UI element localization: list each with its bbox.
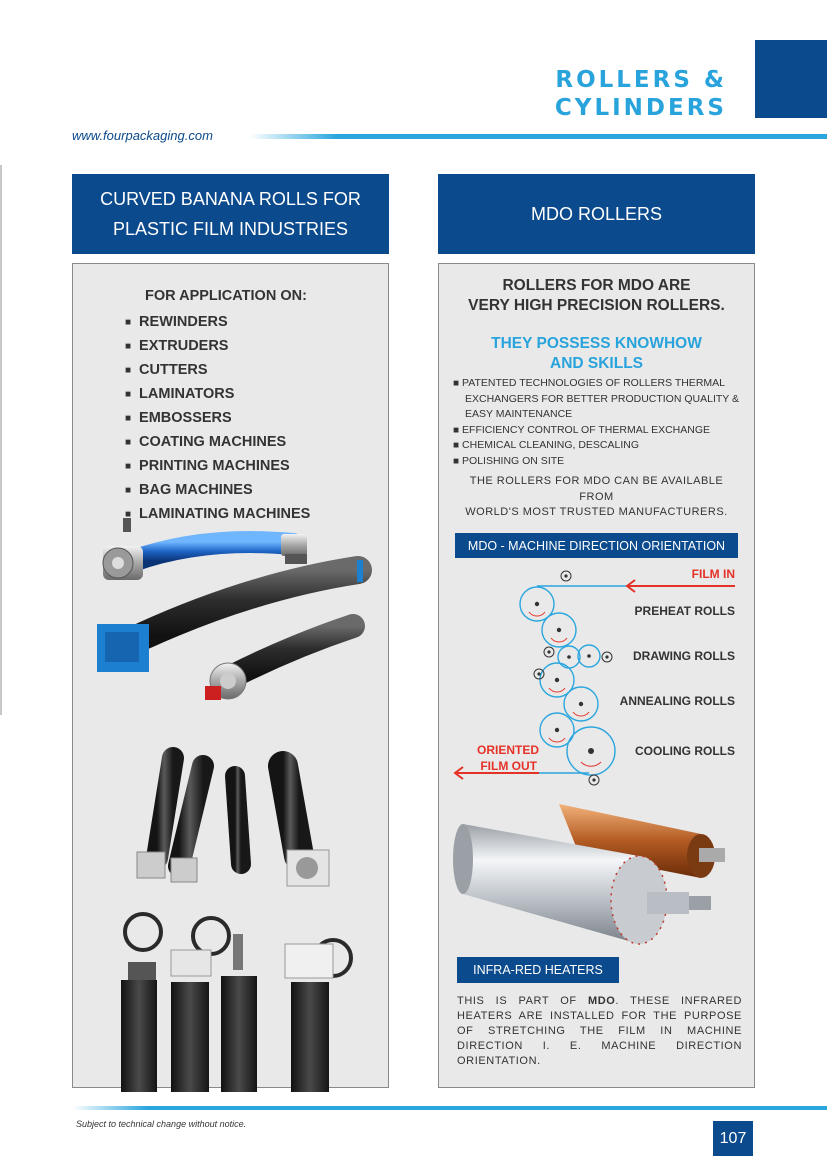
header-stripe — [250, 134, 827, 139]
list-item: ■ CHEMICAL CLEANING, DESCALING — [453, 438, 753, 454]
list-item: ■ REWINDERS — [125, 310, 310, 334]
footer-stripe — [72, 1106, 827, 1110]
vertical-rolls-illustration — [73, 746, 390, 886]
ir-text-bold: MDO — [587, 995, 616, 1007]
mdo-avail-line2: FROM — [579, 490, 614, 503]
mdo-rollers-heading: MDO ROLLERS — [438, 174, 755, 254]
banana-heading-line1: CURVED BANANA ROLLS FOR — [100, 189, 361, 209]
mdo-badge: MDO - MACHINE DIRECTION ORIENTATION — [455, 533, 738, 558]
mdo-knowhow-line2: AND SKILLS — [550, 355, 643, 372]
film-in-label: FILM IN — [691, 567, 735, 581]
side-rule — [0, 165, 2, 715]
banana-heading-line2: PLASTIC FILM INDUSTRIES — [112, 219, 349, 239]
page-title-line1: ROLLERS & — [555, 67, 727, 93]
infrared-heaters-badge: INFRA-RED HEATERS — [457, 957, 619, 983]
list-item: ■ LAMINATORS — [125, 382, 310, 406]
list-item: ■ POLISHING ON SITE — [453, 454, 753, 470]
ir-text-prefix: THIS IS PART OF — [457, 995, 588, 1007]
footer-note: Subject to technical change without notice. — [76, 1119, 247, 1129]
infrared-description — [457, 994, 742, 1069]
list-item: ■ COATING MACHINES — [125, 430, 310, 454]
page-title — [555, 66, 727, 122]
application-title: FOR APPLICATION ON: — [145, 288, 307, 304]
list-item: ■ PATENTED TECHNOLOGIES OF ROLLERS THERMAL EXCHANGERS FOR BETTER PRODUCTION QUALITY & EASY MAINTENANCE — [453, 376, 753, 423]
banana-rolls-panel — [72, 263, 389, 1088]
brand-block — [755, 40, 827, 118]
list-item: ■ EXTRUDERS — [125, 334, 310, 358]
preheat-rolls-label: PREHEAT ROLLS — [634, 604, 735, 618]
annealing-rolls-label: ANNEALING ROLLS — [619, 694, 735, 708]
mdo-availability — [439, 474, 754, 521]
mdo-lead — [439, 276, 754, 316]
list-item: ■ BAG MACHINES — [125, 478, 310, 502]
website-link[interactable]: www.fourpackaging.com — [72, 128, 213, 143]
mdo-lead-line2: VERY HIGH PRECISION ROLLERS. — [468, 297, 725, 314]
banana-rolls-heading — [72, 174, 389, 254]
mdo-process-diagram — [439, 562, 756, 797]
page-number: 107 — [713, 1121, 753, 1156]
mdo-avail-line3: WORLD'S MOST TRUSTED MANUFACTURERS. — [465, 506, 728, 518]
cooling-rolls-label: COOLING ROLLS — [635, 744, 735, 758]
mdo-knowhow-line1: THEY POSSESS KNOWHOW — [491, 335, 702, 352]
list-item: ■ CUTTERS — [125, 358, 310, 382]
mdo-lead-line1: ROLLERS FOR MDO ARE — [502, 277, 691, 294]
mdo-rollers-panel — [438, 263, 755, 1088]
drawing-rolls-label: DRAWING ROLLS — [633, 649, 735, 663]
mdo-knowhow — [439, 334, 754, 374]
list-item: ■ EMBOSSERS — [125, 406, 310, 430]
list-item: ■ EFFICIENCY CONTROL OF THERMAL EXCHANGE — [453, 423, 753, 439]
list-item: ■ LAMINATING MACHINES — [125, 502, 310, 526]
handwheel-rolls-illustration — [73, 904, 390, 1094]
film-out-label: FILM OUT — [480, 759, 537, 773]
list-item: ■ PRINTING MACHINES — [125, 454, 310, 478]
mdo-feature-list — [453, 376, 753, 469]
application-list — [125, 310, 310, 526]
page-title-line2: CYLINDERS — [554, 95, 727, 121]
mdo-cylinder-illustration — [439, 794, 756, 954]
mdo-avail-line1: THE ROLLERS FOR MDO CAN BE AVAILABLE — [469, 475, 724, 487]
oriented-label: ORIENTED — [476, 743, 539, 757]
ir-text-suffix: . THESE INFRARED HEATERS ARE INSTALLED FOR THE PURPOSE OF STRETCHING THE FILM IN MACHINE DIRECTION I. E. MACHINE DIRECTION ORIENTATION. — [457, 995, 742, 1067]
